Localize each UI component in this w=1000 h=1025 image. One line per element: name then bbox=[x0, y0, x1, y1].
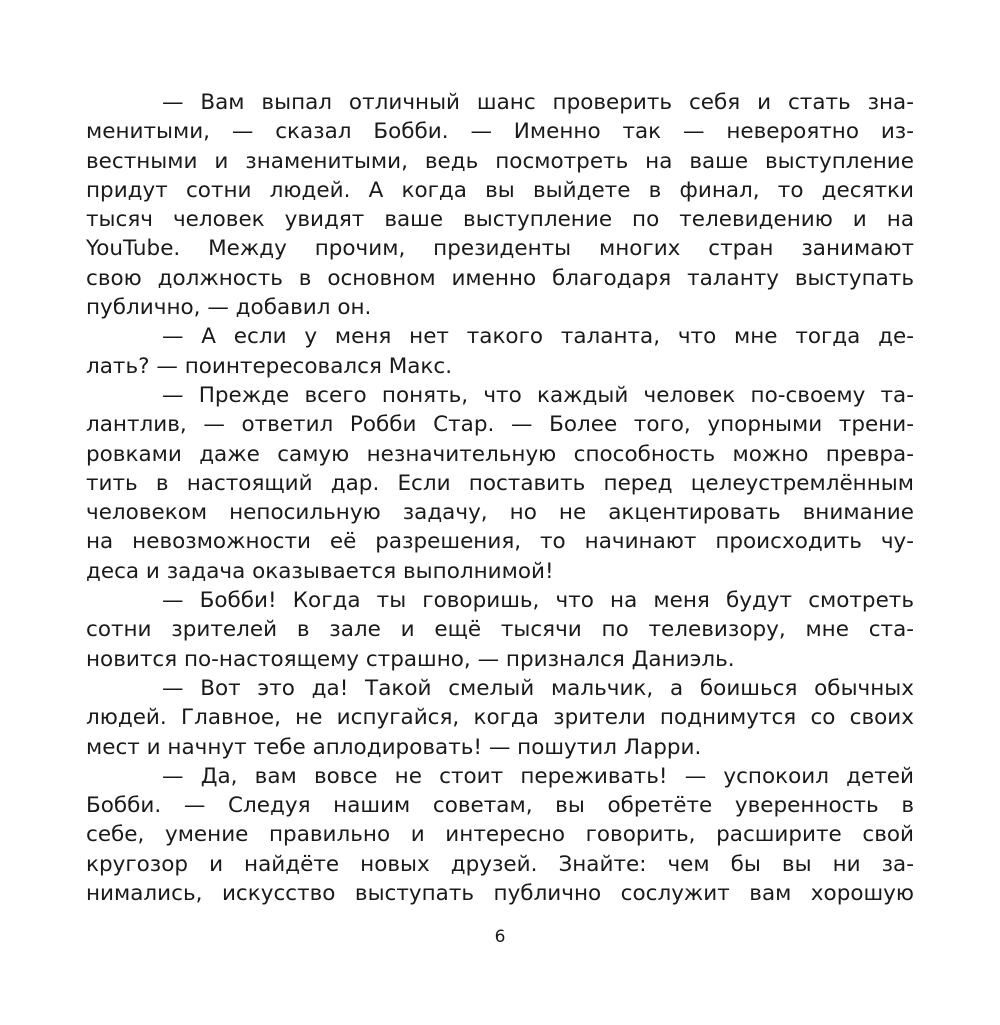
text-line: придут сотни людей. А когда вы выйдете в финал, то десятки bbox=[86, 177, 914, 203]
text-line: на невозможности её разрешения, то начинают происходить чу- bbox=[86, 529, 914, 555]
text-line: Бобби. — Следуя нашим советам, вы обретёте уверенность в bbox=[86, 793, 914, 819]
text-line: — Прежде всего понять, что каждый человек по-своему та- bbox=[162, 382, 914, 408]
text-line: кругозор и найдёте новых друзей. Знайте: чем бы вы ни за- bbox=[86, 851, 914, 877]
text-line: — Вам выпал отличный шанс проверить себя и стать зна- bbox=[162, 90, 914, 115]
text-line: лантлив, — ответил Робби Стар. — Более того, упорными трени- bbox=[86, 412, 914, 438]
text-line: новится по-настоящему страшно, — признался Даниэль. bbox=[86, 646, 735, 672]
text-line: нимались, искусство выступать публично сослужит вам хорошую bbox=[86, 881, 914, 907]
text-line: вестными и знаменитыми, ведь посмотреть на ваше выступление bbox=[86, 148, 914, 174]
text-line: YouTube. Между прочим, президенты многих стран занимают bbox=[86, 236, 914, 262]
text-line: ровками даже самую незначительную способность можно превра- bbox=[86, 441, 914, 467]
text-line: менитыми, — сказал Бобби. — Именно так — невероятно из- bbox=[86, 119, 914, 145]
text-line: деса и задача оказывается выполнимой! bbox=[86, 558, 554, 584]
text-line: людей. Главное, не испугайся, когда зрители поднимутся со своих bbox=[86, 705, 914, 731]
page-body bbox=[86, 88, 914, 908]
text-line: сотни зрителей в зале и ещё тысячи по телевизору, мне ста- bbox=[86, 617, 914, 643]
text-line: лать? — поинтересовался Макс. bbox=[86, 353, 453, 379]
text-line: человеком непосильную задачу, но не акцентировать внимание bbox=[86, 500, 914, 526]
text-line: — Вот это да! Такой смелый мальчик, а боишься обычных bbox=[162, 675, 914, 701]
text-line: — Бобби! Когда ты говоришь, что на меня будут смотреть bbox=[162, 588, 914, 614]
text-line: публично, — добавил он. bbox=[86, 295, 372, 321]
text-line: — А если у меня нет такого таланта, что мне тогда де- bbox=[162, 324, 914, 350]
page-number: 6 bbox=[494, 927, 506, 947]
text-line: тить в настоящий дар. Если поставить перед целеустремлённым bbox=[86, 470, 914, 496]
text-line: себе, умение правильно и интересно говорить, расширите свой bbox=[86, 822, 914, 848]
text-line: свою должность в основном именно благодаря таланту выступать bbox=[86, 265, 914, 291]
text-line: — Да, вам вовсе не стоит переживать! — успокоил детей bbox=[162, 763, 914, 789]
text-line: мест и начнут тебе аплодировать! — пошутил Ларри. bbox=[86, 734, 702, 760]
text-line: тысяч человек увидят ваше выступление по телевидению и на bbox=[86, 207, 914, 233]
